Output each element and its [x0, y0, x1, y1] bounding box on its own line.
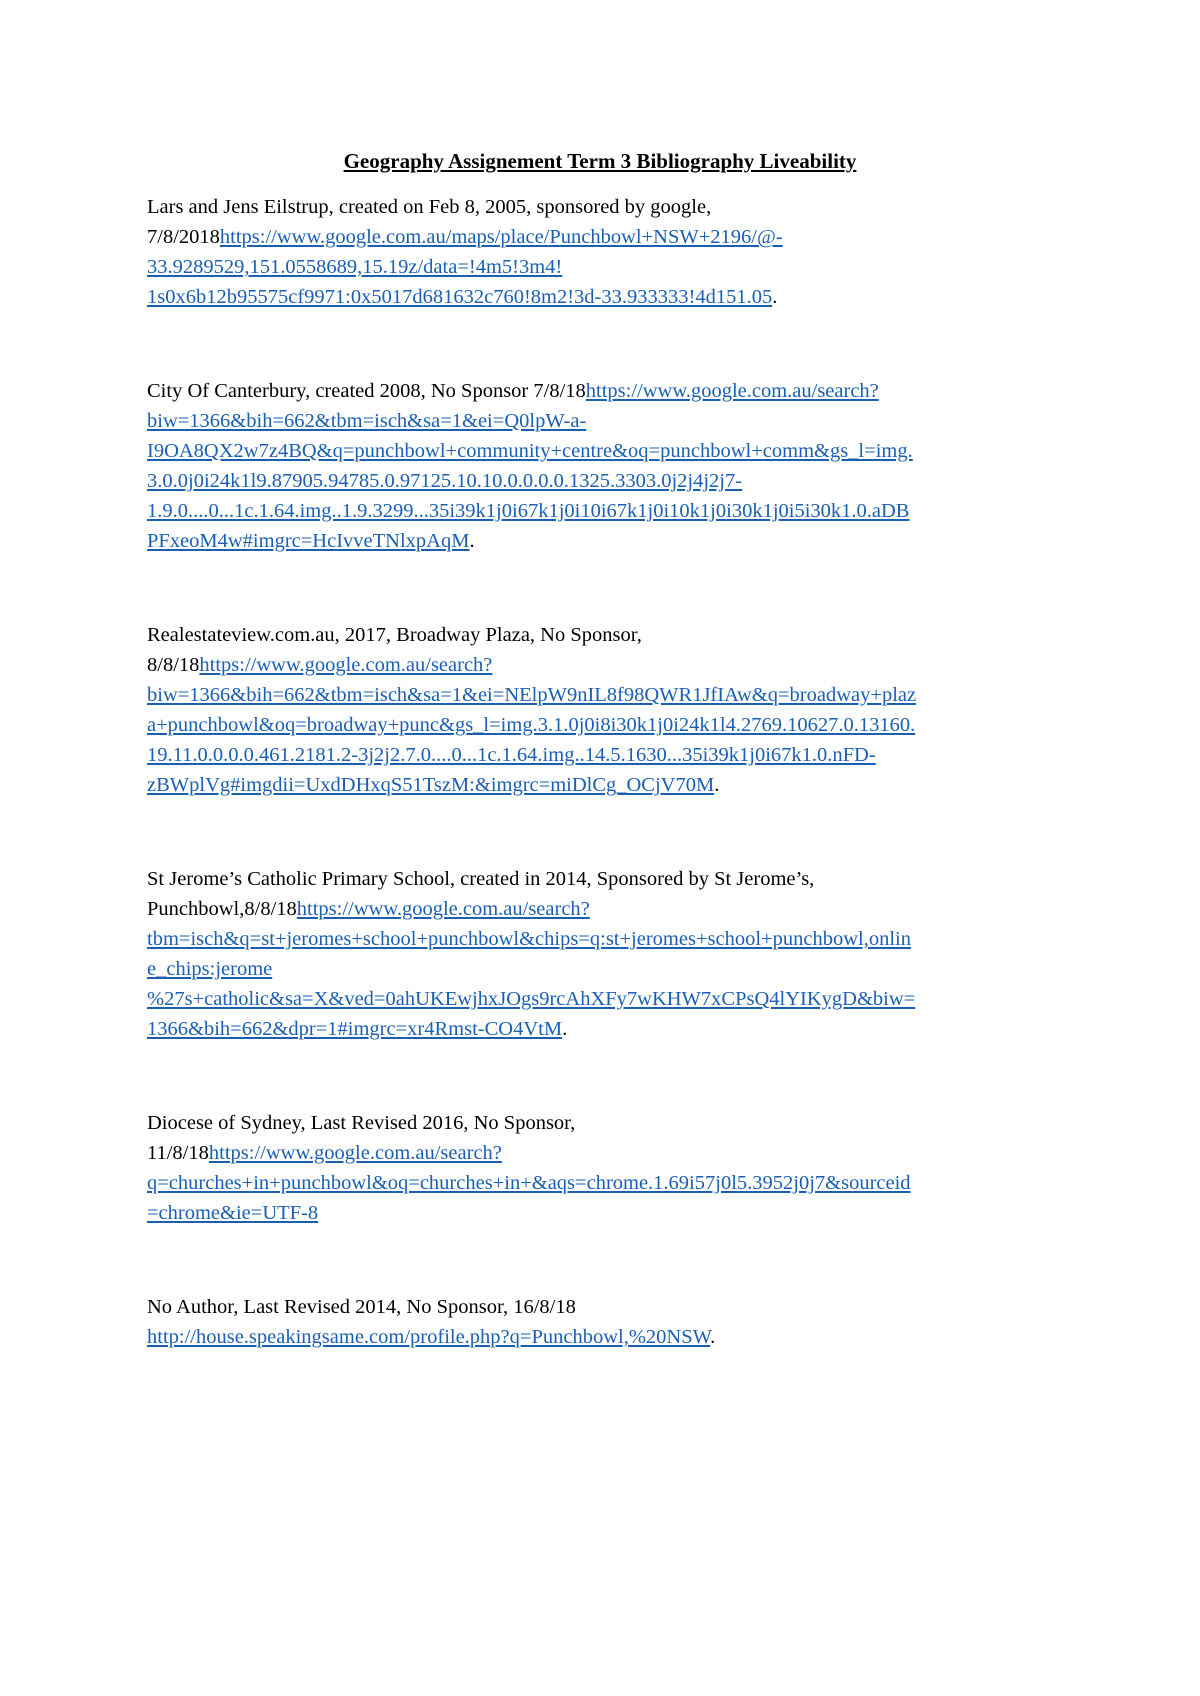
citation-link[interactable]: https://www.google.com.au/maps/place/Punchbowl+NSW+2196/@-	[219, 226, 783, 248]
bibliography-entry	[147, 620, 1067, 800]
entry-line	[147, 650, 1067, 680]
citation-link[interactable]: 33.9289529,151.0558689,15.19z/data=!4m5!3m4!	[147, 256, 563, 278]
citation-punctuation: .	[714, 774, 720, 796]
entry-line	[147, 1014, 1067, 1044]
citation-text: No Author, Last Revised 2014, No Sponsor, 16/8/18	[147, 1296, 576, 1318]
entry-line	[147, 894, 1067, 924]
citation-link[interactable]: biw=1366&bih=662&tbm=isch&sa=1&ei=Q0lpW-a-	[147, 410, 587, 432]
citation-link[interactable]: %27s+catholic&sa=X&ved=0ahUKEwjhxJOgs9rcAhXFy7wKHW7xCPsQ4lYIKygD&biw=	[147, 988, 916, 1010]
citation-link[interactable]: 19.11.0.0.0.0.461.2181.2-3j2j2.7.0....0...1c.1.64.img..14.5.1630...35i39k1j0i67k1.0.nFD-	[147, 744, 876, 766]
citation-punctuation: .	[469, 530, 475, 552]
citation-link[interactable]: a+punchbowl&oq=broadway+punc&gs_l=img.3.1.0j0i8i30k1j0i24k1l4.2769.10627.0.13160.	[147, 714, 916, 736]
entry-line	[147, 740, 1067, 770]
entry-line	[147, 924, 1067, 954]
citation-link[interactable]: =chrome&ie=UTF-8	[147, 1202, 319, 1224]
citation-link[interactable]: 1366&bih=662&dpr=1#imgrc=xr4Rmst-CO4VtM	[147, 1018, 563, 1040]
citation-link[interactable]: PFxeoM4w#imgrc=HcIvveTNlxpAqM	[147, 530, 470, 552]
entry-line	[147, 1168, 1067, 1198]
entry-line	[147, 526, 1067, 556]
entry-line	[147, 406, 1067, 436]
document-title: Geography Assignement Term 3 Bibliography Liveability	[343, 149, 857, 173]
citation-text: Punchbowl,8/8/18	[147, 898, 297, 920]
entry-line	[147, 436, 1067, 466]
citation-link[interactable]: https://www.google.com.au/search?	[199, 654, 493, 676]
entry-line	[147, 192, 1067, 222]
citation-link[interactable]: https://www.google.com.au/search?	[208, 1142, 502, 1164]
citation-link[interactable]: 3.0.0j0i24k1l9.87905.94785.0.97125.10.10.0.0.0.0.1325.3303.0j2j4j2j7-	[147, 470, 743, 492]
entry-line	[147, 252, 1067, 282]
citation-link[interactable]: tbm=isch&q=st+jeromes+school+punchbowl&chips=q:st+jeromes+school+punchbowl,onlin	[147, 928, 911, 950]
citation-link[interactable]: biw=1366&bih=662&tbm=isch&sa=1&ei=NElpW9nIL8f98QWR1JfIAw&q=broadway+plaz	[147, 684, 917, 706]
entry-line	[147, 954, 1067, 984]
citation-link[interactable]: 1s0x6b12b95575cf9971:0x5017d681632c760!8m2!3d-33.933333!4d151.05	[147, 286, 773, 308]
bibliography-entry	[147, 376, 1067, 556]
citation-link[interactable]: http://house.speakingsame.com/profile.php?q=Punchbowl,%20NSW	[147, 1326, 711, 1348]
entry-line	[147, 620, 1067, 650]
entry-line	[147, 680, 1067, 710]
citation-punctuation: .	[562, 1018, 568, 1040]
entry-line	[147, 864, 1067, 894]
entry-line	[147, 770, 1067, 800]
citation-link[interactable]: q=churches+in+punchbowl&oq=churches+in+&aqs=chrome.1.69i57j0l5.3952j0j7&sourceid	[147, 1172, 911, 1194]
entry-line	[147, 376, 1067, 406]
citation-text: 8/8/18	[147, 654, 200, 676]
entry-line	[147, 496, 1067, 526]
entry-line	[147, 710, 1067, 740]
entry-line	[147, 1108, 1067, 1138]
citation-punctuation: .	[710, 1326, 716, 1348]
citation-punctuation: .	[772, 286, 778, 308]
citation-text: St Jerome’s Catholic Primary School, created in 2014, Sponsored by St Jerome’s,	[147, 868, 815, 890]
citation-link[interactable]: zBWplVg#imgdii=UxdDHxqS51TszM:&imgrc=miDlCg_OCjV70M	[147, 774, 715, 796]
citation-text: Lars and Jens Eilstrup, created on Feb 8, 2005, sponsored by google,	[147, 196, 712, 218]
entry-line	[147, 282, 1067, 312]
entry-line	[147, 1322, 1067, 1352]
citation-text: City Of Canterbury, created 2008, No Sponsor 7/8/18	[147, 380, 586, 402]
entry-line	[147, 1198, 1067, 1228]
bibliography-entry	[147, 1292, 1067, 1352]
entry-line	[147, 984, 1067, 1014]
citation-text: 7/8/2018	[147, 226, 220, 248]
entry-line	[147, 1292, 1067, 1322]
bibliography-entry	[147, 1108, 1067, 1228]
citation-link[interactable]: e_chips:jerome	[147, 958, 273, 980]
entry-line	[147, 466, 1067, 496]
citation-link[interactable]: https://www.google.com.au/search?	[296, 898, 590, 920]
citation-text: 11/8/18	[147, 1142, 209, 1164]
entry-line	[147, 1138, 1067, 1168]
entry-line	[147, 222, 1067, 252]
bibliography-entry	[147, 864, 1067, 1044]
bibliography-entry	[147, 192, 1067, 312]
citation-text: Diocese of Sydney, Last Revised 2016, No Sponsor,	[147, 1112, 576, 1134]
citation-link[interactable]: I9OA8QX2w7z4BQ&q=punchbowl+community+centre&oq=punchbowl+comm&gs_l=img.	[147, 440, 913, 462]
citation-link[interactable]: 1.9.0....0...1c.1.64.img..1.9.3299...35i39k1j0i67k1j0i10i67k1j0i10k1j0i30k1j0i5i30k1.0.aDB	[147, 500, 910, 522]
citation-link[interactable]: https://www.google.com.au/search?	[585, 380, 879, 402]
citation-text: Realestateview.com.au, 2017, Broadway Plaza, No Sponsor,	[147, 624, 642, 646]
